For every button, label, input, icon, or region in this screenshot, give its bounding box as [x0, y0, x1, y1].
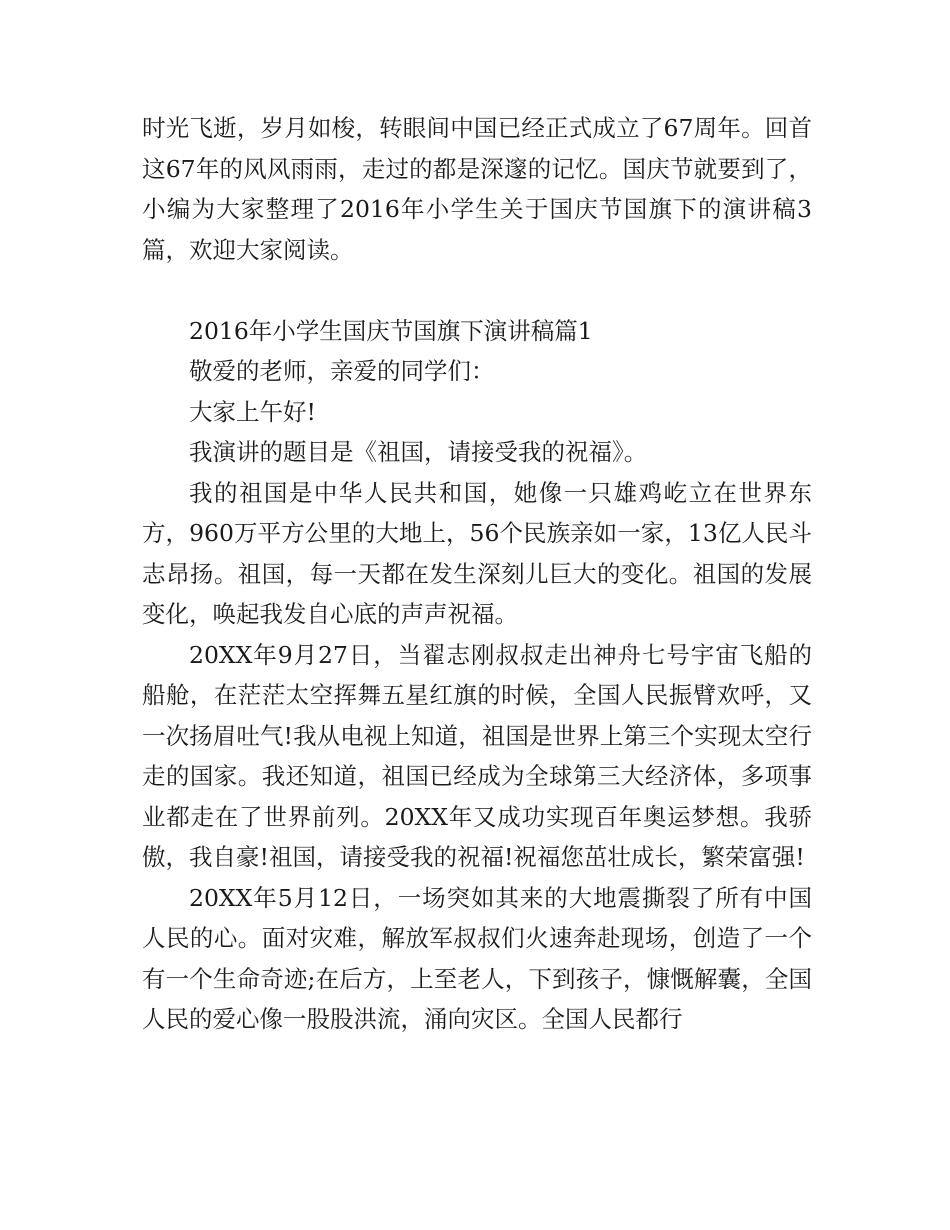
body-paragraph: 我的祖国是中华人民共和国，她像一只雄鸡屹立在世界东方，960万平方公里的大地上，56个民族亲如一家，13亿人民斗志昂扬。祖国，每一天都在发生深刻儿巨大的变化。祖国的发展变化，唤起我发自心底的声声祝福。	[142, 478, 812, 628]
section-title: 2016年小学生国庆节国旗下演讲稿篇1	[189, 316, 593, 345]
document-page	[142, 108, 812, 1040]
blank-line	[142, 270, 812, 311]
greeting-line: 敬爱的老师，亲爱的同学们：	[189, 357, 495, 385]
intro-paragraph: 时光飞逝，岁月如梭，转眼间中国已经正式成立了67周年。回首这67年的风风雨雨，走过的都是深邃的记忆。国庆节就要到了，小编为大家整理了2016年小学生关于国庆节国旗下的演讲稿3篇，欢迎大家阅读。	[142, 114, 812, 264]
body-paragraph: 20XX年5月12日，一场突如其来的大地震撕裂了所有中国人民的心。面对灾难，解放军叔叔们火速奔赴现场，创造了一个有一个生命奇迹;在后方，上至老人，下到孩子，慷慨解囊，全国人民的爱心像一股股洪流，涌向灾区。全国人民都行	[142, 883, 812, 1033]
topic-line: 我演讲的题目是《祖国，请接受我的祝福》。	[189, 438, 648, 466]
body-paragraph: 20XX年9月27日，当翟志刚叔叔走出神舟七号宇宙飞船的船舱，在茫茫太空挥舞五星红旗的时候，全国人民振臂欢呼，又一次扬眉吐气!我从电视上知道，祖国是世界上第三个实现太空行走的国家。我还知道，祖国已经成为全球第三大经济体，多项事业都走在了世界前列。20XX年又成功实现百年奥运梦想。我骄傲，我自豪!祖国，请接受我的祝福!祝福您茁壮成长，繁荣富强!	[142, 640, 812, 871]
hello-line: 大家上午好!	[189, 397, 316, 426]
